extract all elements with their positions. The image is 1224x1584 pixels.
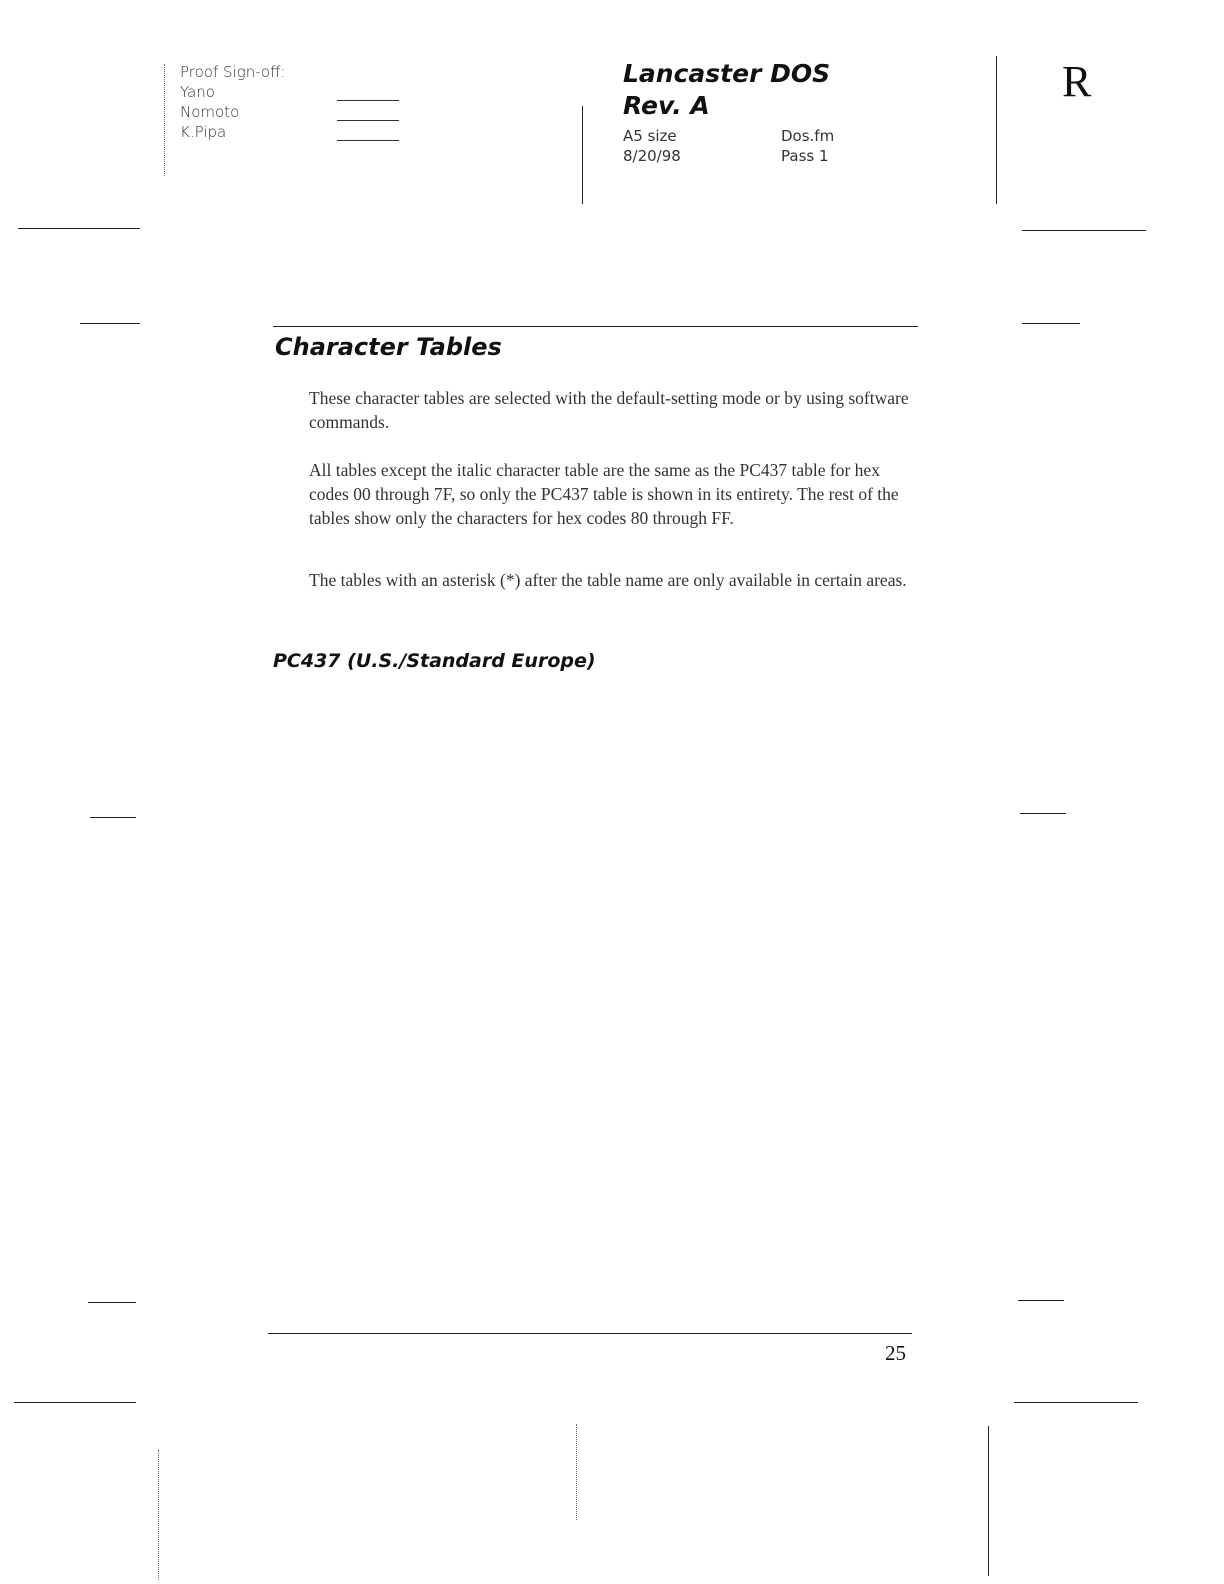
proof-signoff — [180, 62, 285, 142]
crop-mark-right-lower — [1018, 1300, 1064, 1301]
crop-mark-left-top — [18, 228, 140, 229]
header-size: A5 size — [623, 127, 677, 145]
paragraph-intro: These character tables are selected with the default-setting mode or by using software commands. — [309, 388, 909, 432]
footer-rule — [268, 1333, 912, 1334]
bottom-center-mark — [576, 1424, 577, 1520]
header-divider — [582, 106, 583, 204]
crop-mark-right-bottom — [1014, 1402, 1138, 1403]
bottom-left-mark — [158, 1450, 159, 1580]
table-subheading: PC437 (U.S./Standard Europe) — [273, 650, 596, 672]
crop-mark-left-upper — [80, 323, 140, 324]
header-title-line2: Rev. A — [623, 91, 710, 120]
page-number: 25 — [885, 1341, 906, 1365]
header-title — [623, 58, 830, 122]
signoff-name-yano: Yano — [180, 83, 215, 101]
signoff-name-kpipa: K.Pipa — [180, 123, 227, 141]
crop-mark-left-middle — [90, 817, 136, 818]
crop-mark-right-middle — [1020, 813, 1066, 814]
signoff-line-kpipa — [337, 140, 399, 141]
crop-mark-left-lower — [88, 1302, 136, 1303]
header-date: 8/20/98 — [623, 147, 681, 165]
signoff-name-nomoto: Nomoto — [180, 103, 240, 121]
crop-mark-left-bottom — [14, 1402, 136, 1403]
signoff-line-nomoto — [337, 120, 399, 121]
section-top-rule — [273, 326, 918, 327]
crop-mark-right-top — [1022, 230, 1146, 231]
page-marker: R — [1062, 57, 1092, 106]
paragraph-asterisk: The tables with an asterisk (*) after the table name are only available in certain areas. — [309, 570, 907, 590]
header-pass: Pass 1 — [781, 147, 829, 165]
paragraph-tables: All tables except the italic character table are the same as the PC437 table for hex codes 00 through 7F, so only the PC437 table is shown in its entirety. The rest of the tables show only the characters for hex codes 80 through FF. — [309, 460, 899, 528]
section-title: Character Tables — [275, 333, 502, 361]
header-title-line1: Lancaster DOS — [623, 59, 831, 88]
bottom-right-mark — [988, 1426, 989, 1576]
header-file: Dos.fm — [781, 127, 835, 145]
signoff-label: Proof Sign-off: — [180, 63, 286, 81]
right-header-rule — [996, 56, 997, 204]
crop-mark-right-upper — [1022, 323, 1080, 324]
signoff-line-yano — [337, 100, 399, 101]
signoff-margin-rule — [164, 64, 165, 176]
